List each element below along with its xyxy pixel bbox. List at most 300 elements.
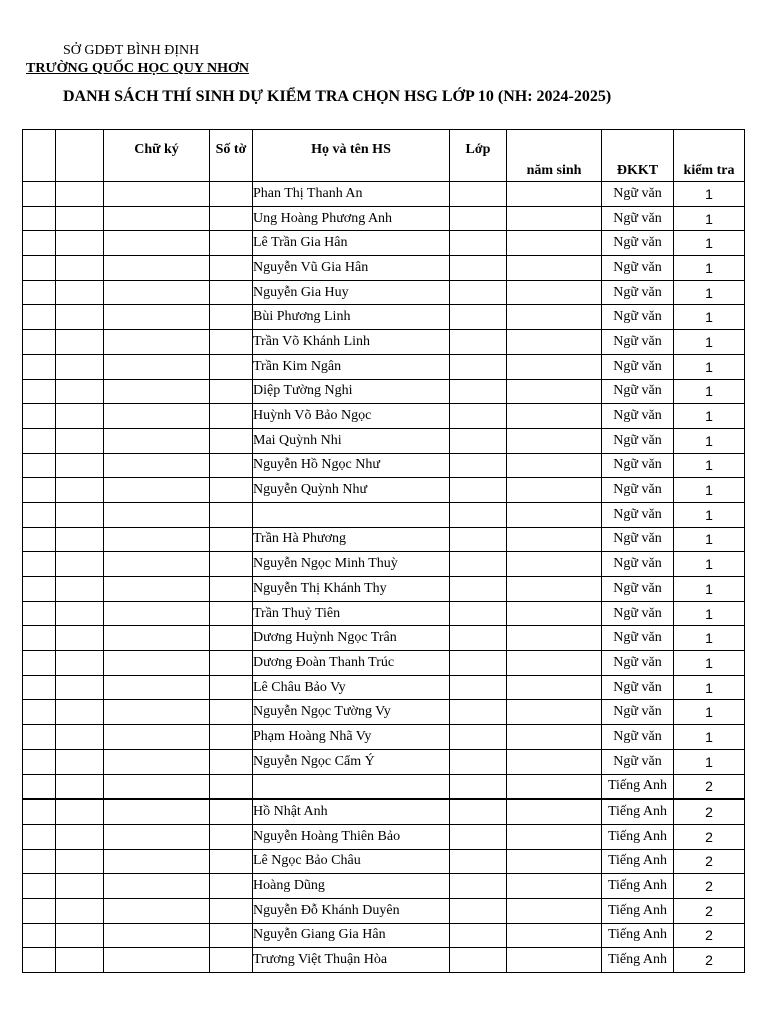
cell-test-number: 1 [674,725,745,750]
cell-test-number: 1 [674,626,745,651]
cell-sheets [210,577,253,602]
table-row [23,749,745,774]
cell-test-number: 1 [674,280,745,305]
cell-class [450,749,507,774]
cell-blank-1 [23,527,56,552]
col-header-signature: Chữ ký [104,130,210,182]
cell-student-name: Nguyễn Hoàng Thiên Bảo [253,824,450,849]
cell-sheets [210,700,253,725]
cell-sheets [210,478,253,503]
cell-class [450,651,507,676]
table-row [23,626,745,651]
table-row [23,774,745,799]
cell-test-number: 1 [674,231,745,256]
cell-subject: Ngữ văn [602,675,674,700]
cell-signature [104,527,210,552]
table-row [23,799,745,824]
cell-student-name: Nguyễn Thị Khánh Thy [253,577,450,602]
cell-subject: Ngữ văn [602,651,674,676]
cell-class [450,874,507,899]
cell-sheets [210,552,253,577]
cell-blank-1 [23,700,56,725]
cell-birth-year [507,182,602,207]
cell-blank-2 [56,651,104,676]
cell-signature [104,651,210,676]
table-row [23,700,745,725]
cell-subject: Ngữ văn [602,502,674,527]
cell-blank-2 [56,700,104,725]
cell-class [450,552,507,577]
cell-class [450,502,507,527]
cell-blank-1 [23,923,56,948]
cell-test-number: 1 [674,749,745,774]
cell-blank-1 [23,453,56,478]
cell-blank-1 [23,231,56,256]
cell-subject: Tiếng Anh [602,774,674,799]
cell-class [450,898,507,923]
cell-test-number: 1 [674,330,745,355]
cell-subject: Ngữ văn [602,280,674,305]
cell-birth-year [507,453,602,478]
table-row [23,527,745,552]
col-header-test: kiểm tra [674,130,745,182]
cell-sheets [210,874,253,899]
cell-blank-2 [56,404,104,429]
cell-sheets [210,626,253,651]
cell-test-number: 1 [674,206,745,231]
cell-student-name: Dương Huỳnh Ngọc Trân [253,626,450,651]
cell-signature [104,626,210,651]
cell-subject: Ngữ văn [602,478,674,503]
cell-subject: Tiếng Anh [602,874,674,899]
cell-blank-2 [56,898,104,923]
cell-signature [104,725,210,750]
cell-sheets [210,231,253,256]
cell-test-number: 1 [674,502,745,527]
cell-sheets [210,453,253,478]
cell-signature [104,824,210,849]
cell-blank-2 [56,577,104,602]
cell-test-number: 1 [674,552,745,577]
cell-sheets [210,256,253,281]
cell-test-number: 1 [674,700,745,725]
cell-test-number: 1 [674,404,745,429]
col-header-blank-1 [23,130,56,182]
table-row [23,824,745,849]
cell-blank-2 [56,280,104,305]
cell-birth-year [507,824,602,849]
cell-blank-2 [56,206,104,231]
cell-student-name: Nguyễn Gia Huy [253,280,450,305]
cell-blank-1 [23,675,56,700]
cell-student-name: Ung Hoàng Phương Anh [253,206,450,231]
cell-blank-1 [23,725,56,750]
cell-test-number: 1 [674,256,745,281]
cell-class [450,675,507,700]
cell-blank-2 [56,849,104,874]
cell-birth-year [507,725,602,750]
table-row [23,354,745,379]
cell-sheets [210,749,253,774]
cell-subject: Ngữ văn [602,577,674,602]
cell-blank-1 [23,256,56,281]
cell-test-number: 2 [674,874,745,899]
cell-test-number: 1 [674,478,745,503]
cell-blank-2 [56,799,104,824]
table-row [23,428,745,453]
cell-class [450,849,507,874]
cell-birth-year [507,577,602,602]
table-header-row [23,130,745,182]
cell-blank-2 [56,774,104,799]
table-row [23,725,745,750]
cell-blank-2 [56,527,104,552]
cell-sheets [210,799,253,824]
cell-blank-2 [56,923,104,948]
cell-test-number: 1 [674,651,745,676]
cell-blank-1 [23,305,56,330]
table-row [23,923,745,948]
cell-student-name: Bùi Phương Linh [253,305,450,330]
cell-birth-year [507,330,602,355]
cell-blank-2 [56,948,104,973]
cell-birth-year [507,601,602,626]
cell-subject: Ngữ văn [602,601,674,626]
cell-student-name: Trương Việt Thuận Hòa [253,948,450,973]
cell-signature [104,330,210,355]
cell-subject: Ngữ văn [602,206,674,231]
cell-student-name [253,774,450,799]
cell-signature [104,948,210,973]
table-row [23,404,745,429]
cell-sheets [210,601,253,626]
cell-blank-2 [56,626,104,651]
table-row [23,231,745,256]
cell-blank-2 [56,231,104,256]
col-header-class: Lớp [450,130,507,182]
cell-birth-year [507,478,602,503]
cell-class [450,824,507,849]
cell-class [450,305,507,330]
cell-student-name: Trần Võ Khánh Linh [253,330,450,355]
cell-test-number: 1 [674,379,745,404]
cell-student-name: Mai Quỳnh Nhi [253,428,450,453]
cell-test-number: 2 [674,849,745,874]
cell-birth-year [507,552,602,577]
cell-sheets [210,824,253,849]
cell-birth-year [507,626,602,651]
cell-subject: Tiếng Anh [602,948,674,973]
cell-signature [104,354,210,379]
cell-signature [104,675,210,700]
cell-class [450,923,507,948]
cell-student-name: Phạm Hoàng Nhã Vy [253,725,450,750]
cell-sheets [210,651,253,676]
cell-student-name: Trần Hà Phương [253,527,450,552]
cell-birth-year [507,651,602,676]
table-row [23,182,745,207]
cell-class [450,379,507,404]
cell-class [450,182,507,207]
cell-subject: Ngữ văn [602,182,674,207]
cell-signature [104,502,210,527]
cell-blank-1 [23,428,56,453]
cell-signature [104,700,210,725]
cell-subject: Ngữ văn [602,626,674,651]
cell-test-number: 1 [674,601,745,626]
table-row [23,502,745,527]
cell-class [450,527,507,552]
table-row [23,577,745,602]
cell-birth-year [507,898,602,923]
cell-signature [104,280,210,305]
cell-test-number: 2 [674,824,745,849]
cell-student-name: Nguyễn Đỗ Khánh Duyên [253,898,450,923]
table-row [23,453,745,478]
cell-blank-1 [23,280,56,305]
cell-birth-year [507,379,602,404]
cell-blank-1 [23,502,56,527]
cell-sheets [210,675,253,700]
cell-blank-2 [56,478,104,503]
cell-signature [104,453,210,478]
cell-birth-year [507,799,602,824]
cell-class [450,577,507,602]
cell-signature [104,428,210,453]
cell-sheets [210,404,253,429]
cell-subject: Ngữ văn [602,404,674,429]
cell-blank-2 [56,874,104,899]
cell-blank-1 [23,898,56,923]
cell-test-number: 2 [674,774,745,799]
cell-blank-2 [56,552,104,577]
cell-blank-1 [23,330,56,355]
cell-blank-1 [23,601,56,626]
cell-blank-1 [23,948,56,973]
cell-birth-year [507,280,602,305]
cell-student-name: Nguyễn Ngọc Minh Thuỳ [253,552,450,577]
table-row [23,330,745,355]
cell-subject: Ngữ văn [602,700,674,725]
cell-subject: Ngữ văn [602,379,674,404]
cell-signature [104,774,210,799]
cell-blank-1 [23,552,56,577]
cell-blank-1 [23,824,56,849]
cell-blank-2 [56,330,104,355]
cell-signature [104,874,210,899]
cell-student-name: Nguyễn Hồ Ngọc Như [253,453,450,478]
cell-class [450,354,507,379]
cell-student-name: Trần Thuỷ Tiên [253,601,450,626]
cell-sheets [210,849,253,874]
cell-subject: Ngữ văn [602,749,674,774]
cell-sheets [210,206,253,231]
cell-student-name: Nguyễn Quỳnh Như [253,478,450,503]
cell-signature [104,231,210,256]
cell-subject: Ngữ văn [602,231,674,256]
cell-signature [104,552,210,577]
cell-birth-year [507,948,602,973]
cell-blank-2 [56,675,104,700]
cell-class [450,206,507,231]
cell-signature [104,898,210,923]
cell-subject: Ngữ văn [602,305,674,330]
cell-sheets [210,182,253,207]
cell-student-name: Lê Châu Bảo Vy [253,675,450,700]
table-row [23,874,745,899]
table-row [23,478,745,503]
table-row [23,601,745,626]
cell-blank-2 [56,749,104,774]
cell-blank-2 [56,379,104,404]
cell-blank-1 [23,354,56,379]
cell-sheets [210,305,253,330]
cell-subject: Ngữ văn [602,552,674,577]
cell-student-name: Nguyễn Vũ Gia Hân [253,256,450,281]
cell-test-number: 1 [674,453,745,478]
cell-blank-2 [56,725,104,750]
cell-class [450,700,507,725]
cell-blank-2 [56,182,104,207]
cell-sheets [210,774,253,799]
cell-sheets [210,428,253,453]
cell-class [450,231,507,256]
col-header-birth-year: năm sinh [507,130,602,182]
cell-student-name: Hoàng Dũng [253,874,450,899]
cell-blank-1 [23,874,56,899]
table-row [23,280,745,305]
table-row [23,651,745,676]
cell-sheets [210,354,253,379]
cell-class [450,404,507,429]
cell-birth-year [507,428,602,453]
cell-student-name: Lê Ngọc Bảo Châu [253,849,450,874]
cell-sheets [210,527,253,552]
cell-test-number: 2 [674,799,745,824]
cell-subject: Tiếng Anh [602,923,674,948]
table-row [23,305,745,330]
cell-sheets [210,330,253,355]
cell-class [450,774,507,799]
cell-birth-year [507,256,602,281]
cell-signature [104,601,210,626]
cell-birth-year [507,923,602,948]
department-name: SỞ GDĐT BÌNH ĐỊNH [63,43,200,58]
table-row [23,552,745,577]
cell-test-number: 1 [674,577,745,602]
cell-birth-year [507,874,602,899]
cell-blank-1 [23,651,56,676]
cell-subject: Ngữ văn [602,256,674,281]
cell-student-name: Nguyễn Ngọc Tường Vy [253,700,450,725]
cell-birth-year [507,502,602,527]
cell-blank-2 [56,305,104,330]
cell-birth-year [507,354,602,379]
cell-sheets [210,280,253,305]
cell-test-number: 2 [674,948,745,973]
table-row [23,256,745,281]
cell-birth-year [507,675,602,700]
cell-class [450,725,507,750]
cell-subject: Ngữ văn [602,428,674,453]
cell-birth-year [507,527,602,552]
cell-blank-1 [23,626,56,651]
col-header-full-name: Họ và tên HS [253,130,450,182]
cell-birth-year [507,305,602,330]
cell-birth-year [507,700,602,725]
cell-class [450,330,507,355]
cell-blank-1 [23,577,56,602]
cell-subject: Ngữ văn [602,354,674,379]
cell-student-name: Nguyễn Giang Gia Hân [253,923,450,948]
cell-sheets [210,502,253,527]
cell-blank-2 [56,453,104,478]
cell-birth-year [507,231,602,256]
school-name: TRƯỜNG QUỐC HỌC QUY NHƠN [26,61,249,76]
cell-student-name: Lê Trần Gia Hân [253,231,450,256]
cell-sheets [210,725,253,750]
col-header-sheets: Số tờ [210,130,253,182]
cell-student-name: Trần Kim Ngân [253,354,450,379]
cell-subject: Ngữ văn [602,453,674,478]
cell-birth-year [507,206,602,231]
cell-class [450,478,507,503]
cell-class [450,799,507,824]
cell-test-number: 1 [674,428,745,453]
table-row [23,948,745,973]
cell-student-name: Hồ Nhật Anh [253,799,450,824]
cell-subject: Ngữ văn [602,527,674,552]
cell-student-name: Phan Thị Thanh An [253,182,450,207]
cell-class [450,453,507,478]
cell-birth-year [507,849,602,874]
table-row [23,898,745,923]
cell-class [450,280,507,305]
cell-test-number: 2 [674,898,745,923]
table-row [23,849,745,874]
cell-subject: Tiếng Anh [602,849,674,874]
cell-signature [104,404,210,429]
cell-test-number: 1 [674,305,745,330]
cell-student-name: Diệp Tường Nghi [253,379,450,404]
cell-blank-2 [56,256,104,281]
cell-signature [104,256,210,281]
cell-blank-1 [23,774,56,799]
cell-blank-2 [56,601,104,626]
cell-signature [104,849,210,874]
cell-test-number: 2 [674,923,745,948]
cell-birth-year [507,749,602,774]
cell-signature [104,206,210,231]
table-row [23,379,745,404]
cell-test-number: 1 [674,527,745,552]
cell-subject: Ngữ văn [602,725,674,750]
cell-blank-2 [56,428,104,453]
cell-subject: Tiếng Anh [602,799,674,824]
cell-blank-1 [23,849,56,874]
cell-class [450,601,507,626]
cell-blank-1 [23,749,56,774]
cell-class [450,256,507,281]
cell-sheets [210,898,253,923]
cell-signature [104,577,210,602]
table-row [23,206,745,231]
cell-signature [104,305,210,330]
cell-signature [104,182,210,207]
cell-blank-2 [56,354,104,379]
cell-signature [104,923,210,948]
cell-blank-1 [23,404,56,429]
